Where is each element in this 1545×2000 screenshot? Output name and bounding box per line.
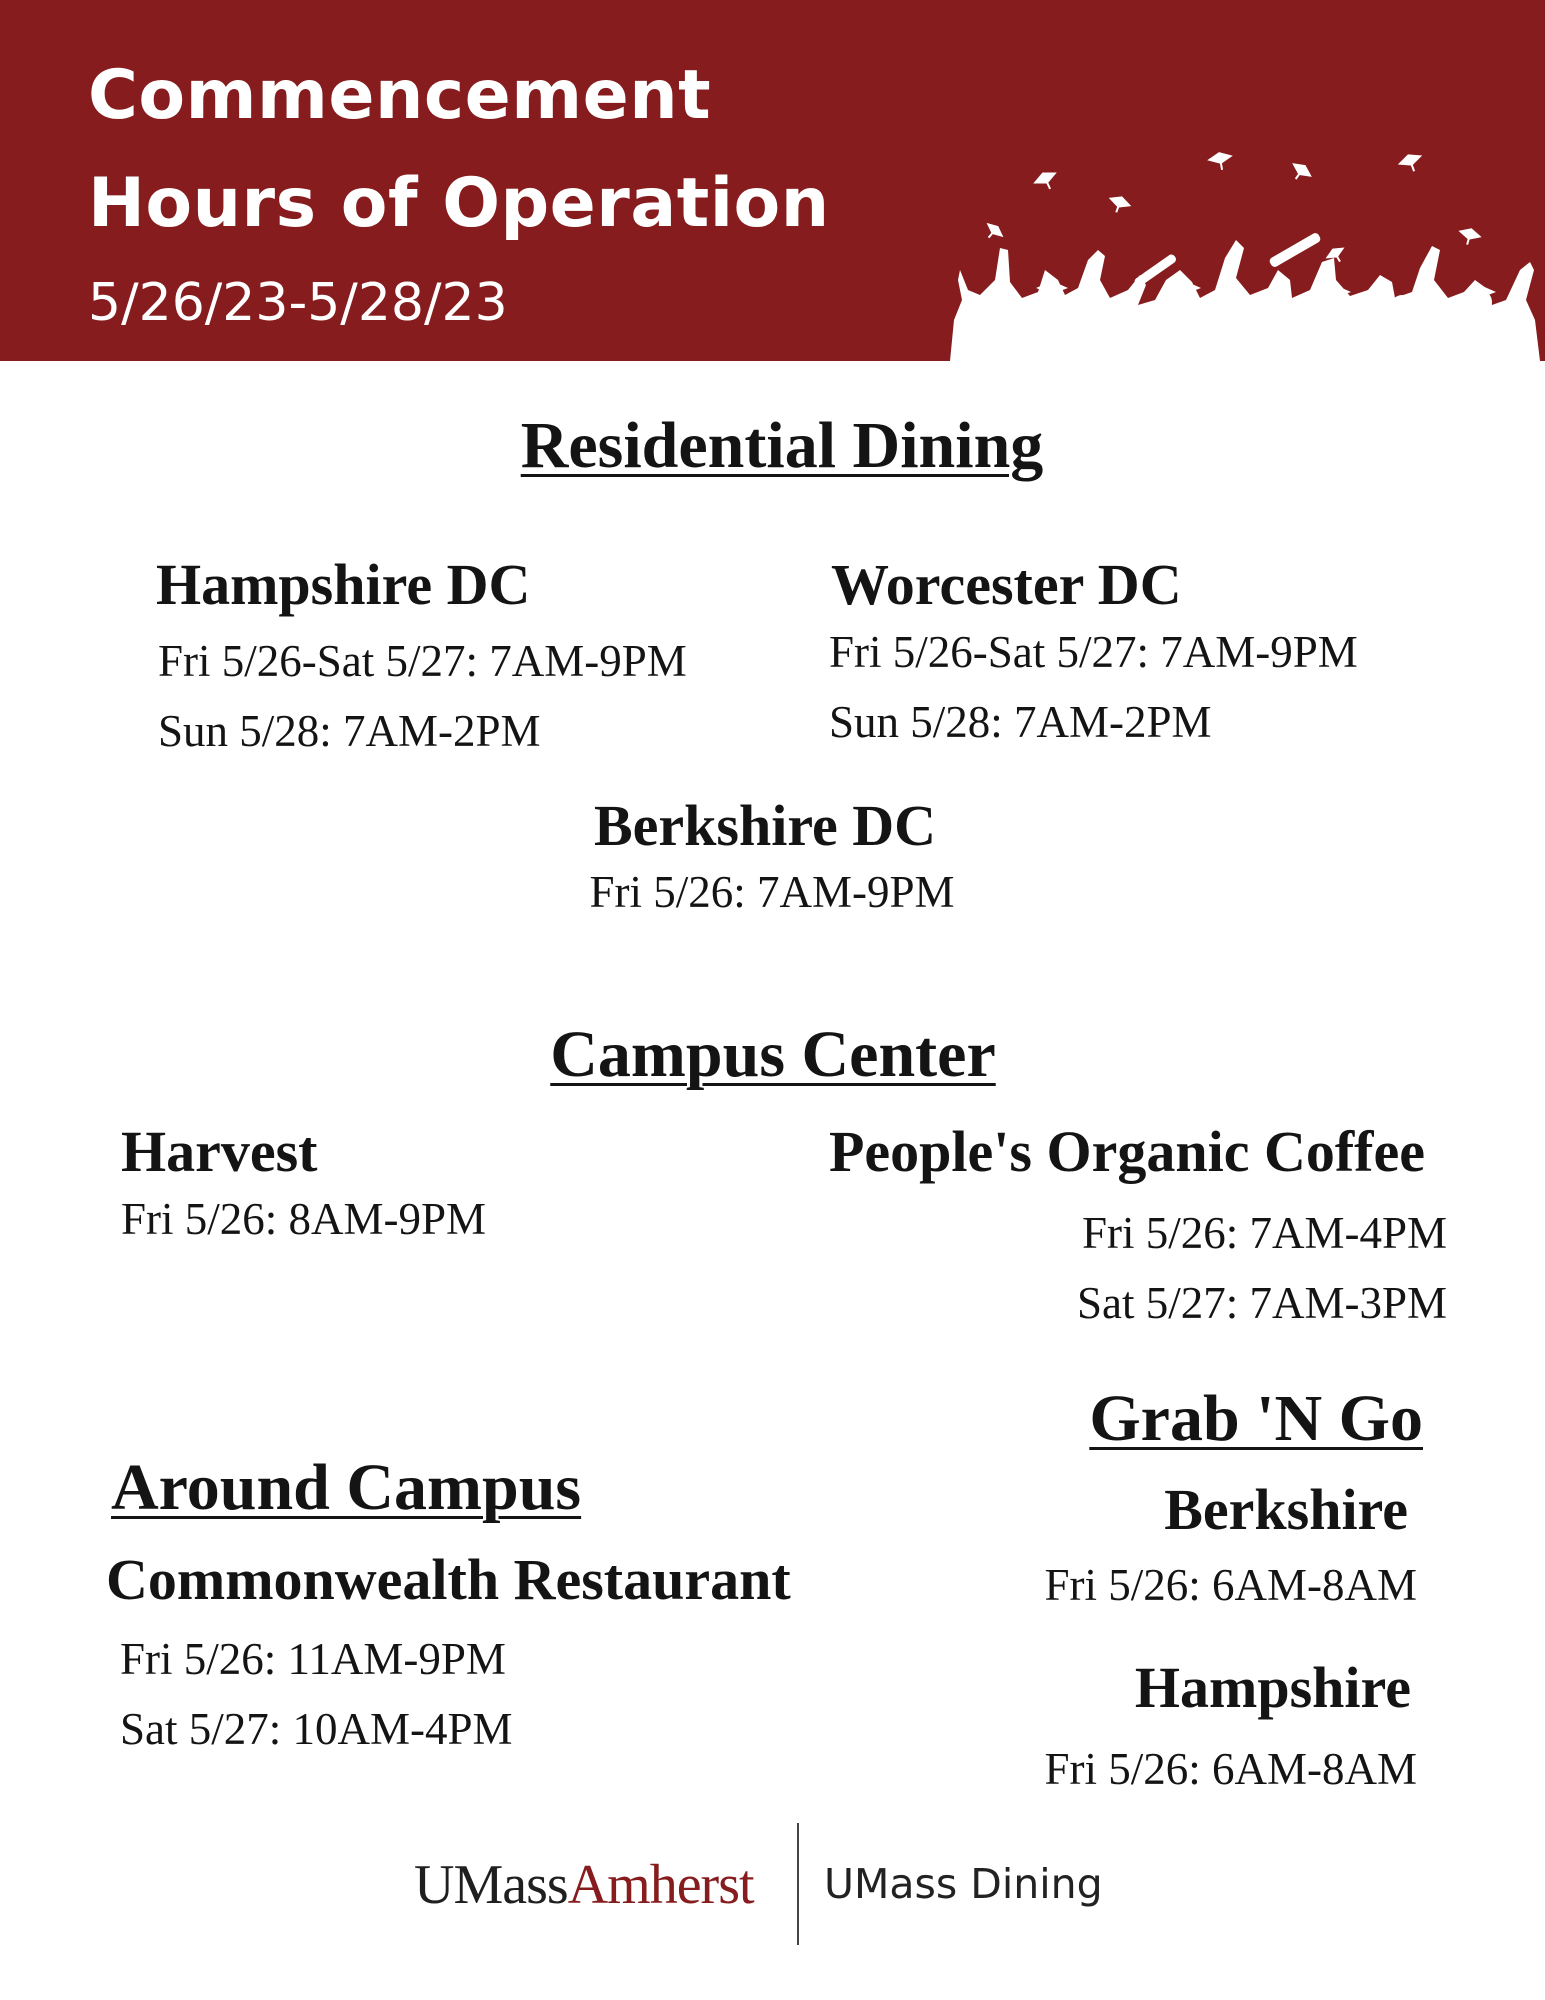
venue-commonwealth-restaurant: Commonwealth Restaurant: [106, 1547, 791, 1612]
logo-amherst: Amherst: [567, 1854, 754, 1916]
venue-harvest: Harvest: [121, 1119, 318, 1184]
venue-hampshire-dc: Hampshire DC: [156, 552, 531, 617]
graduates-celebrating-icon: [940, 130, 1545, 361]
grab-n-go-hampshire-hours-1: Fri 5/26: 6AM-8AM: [1044, 1744, 1417, 1794]
logo-umass: UMass: [414, 1854, 568, 1916]
section-heading-residential-dining: Residential Dining: [520, 409, 1044, 482]
commonwealth-hours-1: Fri 5/26: 11AM-9PM: [120, 1634, 506, 1684]
umass-dining-label: UMass Dining: [824, 1860, 1103, 1908]
venue-grab-n-go-berkshire: Berkshire: [1164, 1477, 1408, 1542]
peoples-coffee-hours-1: Fri 5/26: 7AM-4PM: [1081, 1208, 1447, 1258]
venue-grab-n-go-hampshire: Hampshire: [1134, 1655, 1411, 1720]
section-heading-campus-center: Campus Center: [550, 1018, 996, 1091]
peoples-coffee-hours-2: Sat 5/27: 7AM-3PM: [1076, 1278, 1447, 1328]
harvest-hours-1: Fri 5/26: 8AM-9PM: [121, 1194, 487, 1244]
hampshire-dc-hours-2: Sun 5/28: 7AM-2PM: [158, 706, 541, 756]
section-heading-grab-n-go: Grab 'N Go: [1089, 1382, 1423, 1455]
footer-divider: [797, 1823, 799, 1945]
section-heading-around-campus: Around Campus: [111, 1451, 582, 1524]
berkshire-dc-hours-1: Fri 5/26: 7AM-9PM: [589, 867, 955, 917]
title-line-2: Hours of Operation: [88, 164, 830, 243]
venue-peoples-organic-coffee: People's Organic Coffee: [829, 1119, 1425, 1184]
umass-amherst-logo: [414, 1854, 754, 1916]
commonwealth-hours-2: Sat 5/27: 10AM-4PM: [120, 1704, 513, 1754]
hampshire-dc-hours-1: Fri 5/26-Sat 5/27: 7AM-9PM: [158, 636, 687, 686]
date-range: 5/26/23-5/28/23: [88, 273, 508, 333]
worcester-dc-hours-2: Sun 5/28: 7AM-2PM: [829, 697, 1212, 747]
venue-berkshire-dc: Berkshire DC: [593, 793, 937, 858]
worcester-dc-hours-1: Fri 5/26-Sat 5/27: 7AM-9PM: [829, 627, 1358, 677]
grab-n-go-berkshire-hours-1: Fri 5/26: 6AM-8AM: [1044, 1560, 1417, 1610]
title-line-1: Commencement: [88, 56, 712, 135]
venue-worcester-dc: Worcester DC: [831, 552, 1182, 617]
header-banner: [0, 0, 1545, 361]
